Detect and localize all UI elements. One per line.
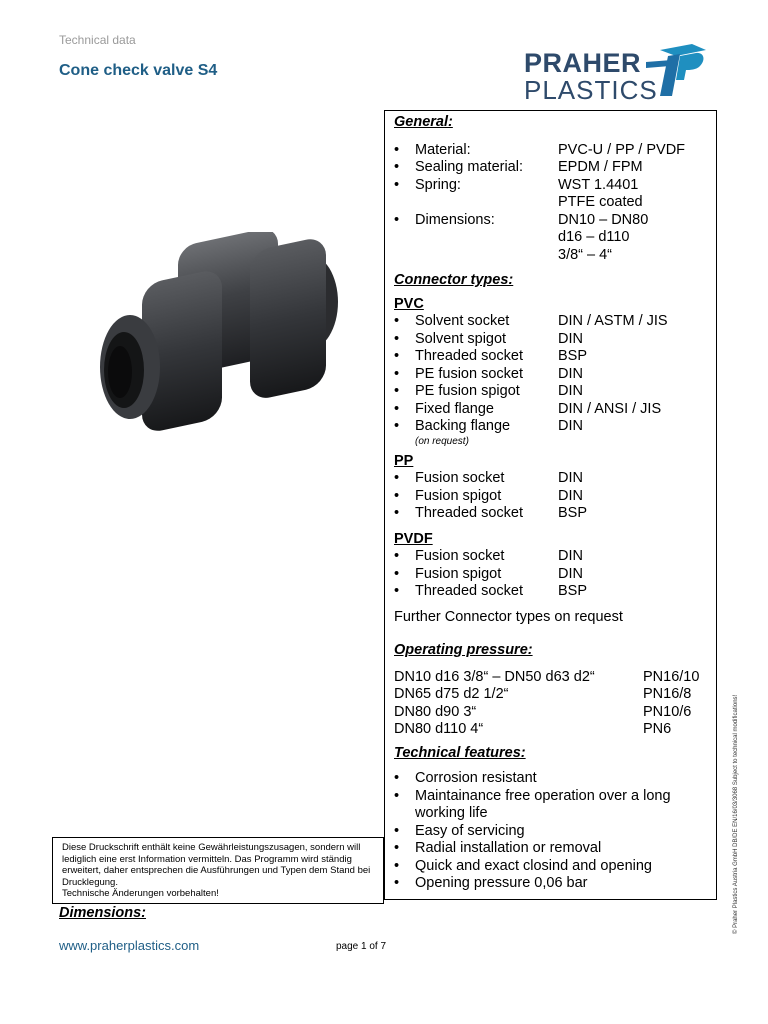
bullet-icon: • bbox=[394, 840, 400, 856]
connector-label: Threaded socket bbox=[415, 505, 524, 521]
connector-label: Fusion socket bbox=[415, 470, 505, 486]
connector-value: DIN bbox=[558, 470, 583, 486]
general-value-line: d16 – d110 bbox=[558, 229, 630, 245]
bullet-icon: • bbox=[394, 365, 400, 382]
connector-value: DIN bbox=[558, 487, 583, 504]
bullet-icon: • bbox=[394, 348, 400, 364]
feature-text: Radial installation or removal bbox=[415, 840, 602, 856]
technical-features-title: Technical features: bbox=[394, 744, 526, 761]
copyright-notice: © Praher Plastics Austria GmbH DB/DE EN/16/03/3068 Subject to technical modifications! bbox=[733, 694, 739, 934]
connector-label: PE fusion spigot bbox=[415, 383, 520, 399]
praher-plastics-logo bbox=[524, 38, 714, 105]
general-key: Material: bbox=[415, 141, 471, 158]
general-row bbox=[394, 177, 712, 212]
connector-label: Threaded socket bbox=[415, 348, 524, 364]
connector-value: BSP bbox=[558, 505, 588, 521]
bullet-icon: • bbox=[394, 383, 400, 399]
page-title: Cone check valve S4 bbox=[59, 62, 218, 79]
pressure-value: PN6 bbox=[643, 721, 672, 737]
dimensions-heading: Dimensions: bbox=[59, 905, 147, 921]
feature-text: Corrosion resistant bbox=[415, 770, 537, 786]
general-key: Dimensions: bbox=[415, 211, 495, 228]
bullet-icon: • bbox=[394, 875, 400, 891]
feature-item bbox=[394, 840, 712, 858]
header-label: Technical data bbox=[59, 33, 136, 47]
bullet-icon: • bbox=[394, 141, 400, 158]
connector-label: Solvent socket bbox=[415, 313, 510, 329]
bullet-icon: • bbox=[394, 787, 400, 804]
connector-row bbox=[394, 313, 712, 331]
connector-label: Backing flange bbox=[415, 418, 511, 434]
connector-value: BSP bbox=[558, 348, 588, 364]
feature-text: Maintainance free operation over a long working life bbox=[415, 787, 671, 821]
logo-line2: PLASTICS bbox=[524, 75, 658, 105]
disclaimer-text: Diese Druckschrift enthält keine Gewährleistungszusagen, sondern will lediglich eine erst Information vermitteln. Das Programm wird ständig erweitert, daher entsprechen die Ausführungen und Typen dem Stand bei Drucklegung. bbox=[62, 842, 371, 888]
bullet-icon: • bbox=[394, 176, 400, 193]
cone-check-valve-image bbox=[60, 232, 360, 462]
general-value-line: PTFE coated bbox=[558, 194, 643, 210]
connector-label: Solvent spigot bbox=[415, 330, 507, 347]
specification-content bbox=[394, 114, 712, 893]
disclaimer-line2: Technische Änderungen vorbehalten! bbox=[62, 888, 219, 899]
page-number: page 1 of 7 bbox=[336, 941, 387, 952]
bullet-icon: • bbox=[394, 770, 400, 786]
general-key: Sealing material: bbox=[415, 159, 523, 175]
connector-row bbox=[394, 401, 712, 419]
disclaimer-box bbox=[52, 837, 384, 904]
pressure-value: PN16/8 bbox=[643, 686, 692, 702]
connector-value: DIN / ANSI / JIS bbox=[558, 400, 662, 417]
pressure-label: DN65 d75 d2 1/2“ bbox=[394, 686, 509, 702]
bullet-icon: • bbox=[394, 565, 400, 582]
bullet-icon: • bbox=[394, 211, 400, 228]
general-value: EPDM / FPM bbox=[558, 159, 643, 175]
pressure-row bbox=[394, 704, 712, 722]
feature-text: Quick and exact closind and opening bbox=[415, 857, 652, 874]
logo-mark-icon bbox=[646, 38, 710, 100]
general-title: General: bbox=[394, 114, 453, 130]
connector-row bbox=[394, 505, 712, 523]
bullet-icon: • bbox=[394, 400, 400, 417]
connector-value: DIN bbox=[558, 548, 583, 564]
general-value-line: 3/8“ – 4“ bbox=[558, 246, 612, 263]
bullet-icon: • bbox=[394, 583, 400, 599]
connector-value: DIN bbox=[558, 365, 583, 382]
connector-row bbox=[394, 583, 712, 601]
bullet-icon: • bbox=[394, 313, 400, 329]
logo-line1: PRAHER bbox=[524, 48, 642, 78]
feature-text: Easy of servicing bbox=[415, 822, 525, 839]
pressure-row bbox=[394, 721, 712, 739]
connector-value: DIN bbox=[558, 565, 583, 582]
general-value-line: DN10 – DN80 bbox=[558, 211, 649, 228]
bullet-icon: • bbox=[394, 548, 400, 564]
general-value bbox=[558, 212, 712, 265]
general-row bbox=[394, 142, 712, 160]
bullet-icon: • bbox=[394, 470, 400, 486]
feature-item bbox=[394, 788, 712, 823]
connector-value: DIN / ASTM / JIS bbox=[558, 313, 668, 329]
pressure-label: DN80 d110 4“ bbox=[394, 721, 484, 737]
connector-row bbox=[394, 548, 712, 566]
connector-label: PE fusion socket bbox=[415, 365, 523, 382]
bullet-icon: • bbox=[394, 857, 400, 874]
connector-value: DIN bbox=[558, 330, 583, 347]
general-row bbox=[394, 212, 712, 265]
connector-row bbox=[394, 470, 712, 488]
feature-item bbox=[394, 875, 712, 893]
group-title-pp: PP bbox=[394, 452, 414, 469]
connector-row bbox=[394, 418, 712, 436]
general-value-line: WST 1.4401 bbox=[558, 176, 639, 193]
connector-row bbox=[394, 366, 712, 384]
pressure-value: PN16/10 bbox=[643, 668, 700, 685]
connector-row bbox=[394, 488, 712, 506]
connector-row bbox=[394, 566, 712, 584]
bullet-icon: • bbox=[394, 487, 400, 504]
bullet-icon: • bbox=[394, 822, 400, 839]
website-link[interactable]: www.praherplastics.com bbox=[59, 938, 200, 953]
connector-label: Fusion socket bbox=[415, 548, 505, 564]
connector-types-title: Connector types: bbox=[394, 272, 514, 288]
connector-row bbox=[394, 331, 712, 349]
general-value: PVC-U / PP / PVDF bbox=[558, 141, 686, 158]
pressure-row bbox=[394, 686, 712, 704]
general-value bbox=[558, 177, 712, 212]
connector-value: DIN bbox=[558, 383, 583, 399]
connector-label: Fusion spigot bbox=[415, 565, 502, 582]
feature-item bbox=[394, 858, 712, 876]
feature-item bbox=[394, 770, 712, 788]
on-request-note: (on request) bbox=[415, 435, 469, 447]
group-title-pvc: PVC bbox=[394, 295, 424, 312]
connector-row bbox=[394, 348, 712, 366]
further-connector-note: Further Connector types on request bbox=[394, 608, 623, 625]
bullet-icon: • bbox=[394, 330, 400, 347]
feature-text: Opening pressure 0,06 bar bbox=[415, 875, 588, 891]
bullet-icon: • bbox=[394, 159, 400, 175]
operating-pressure-title: Operating pressure: bbox=[394, 642, 533, 658]
connector-value: DIN bbox=[558, 418, 583, 434]
connector-row bbox=[394, 383, 712, 401]
general-row bbox=[394, 159, 712, 177]
connector-label: Fusion spigot bbox=[415, 487, 502, 504]
bullet-icon: • bbox=[394, 505, 400, 521]
pressure-row bbox=[394, 669, 712, 687]
pressure-label: DN80 d90 3“ bbox=[394, 703, 477, 720]
connector-label: Fixed flange bbox=[415, 400, 494, 417]
group-title-pvdf: PVDF bbox=[394, 530, 433, 547]
feature-item bbox=[394, 823, 712, 841]
connector-label: Threaded socket bbox=[415, 583, 524, 599]
pressure-value: PN10/6 bbox=[643, 703, 692, 720]
pressure-label: DN10 d16 3/8“ – DN50 d63 d2“ bbox=[394, 668, 595, 685]
connector-value: BSP bbox=[558, 583, 588, 599]
general-key: Spring: bbox=[415, 176, 461, 193]
bullet-icon: • bbox=[394, 418, 400, 434]
